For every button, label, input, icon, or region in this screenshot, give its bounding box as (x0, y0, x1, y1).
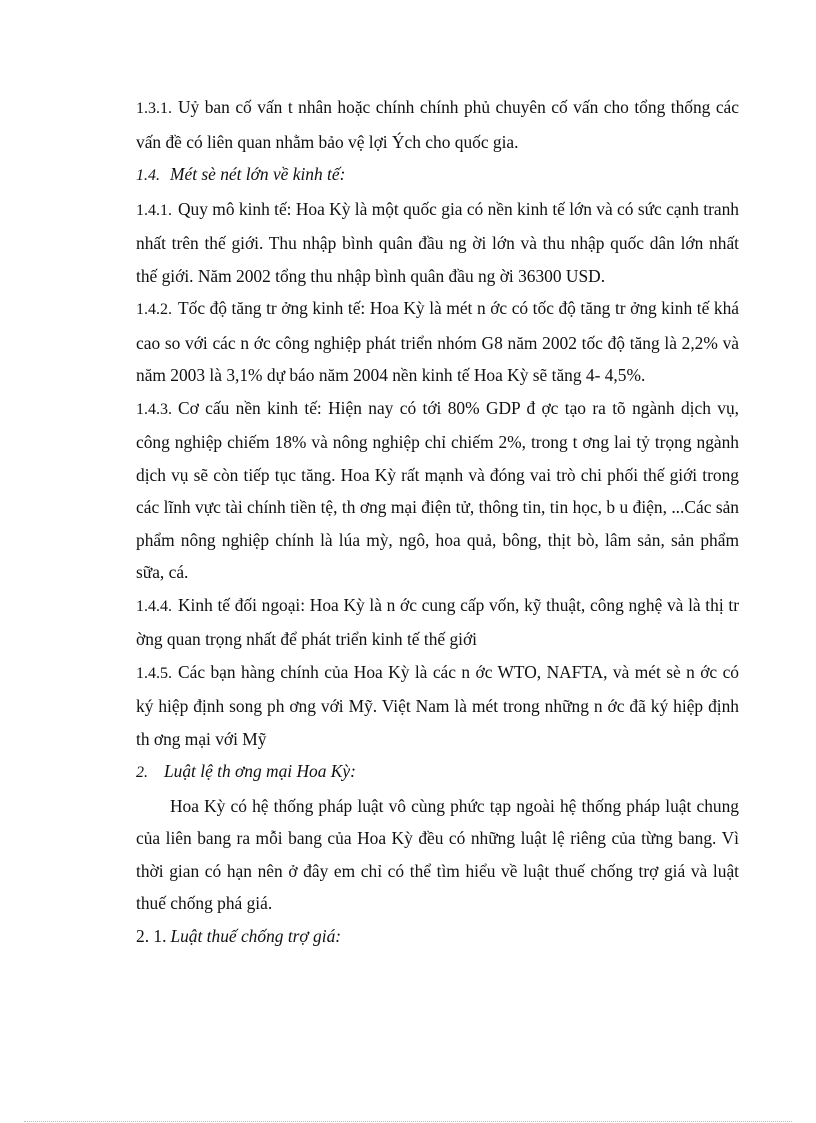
section-number: 1.4. (136, 167, 160, 184)
section-number: 1.4.2. (136, 301, 172, 318)
paragraph-text: Uỷ ban cố vấn t nhân hoặc chính chính phủ chuyên cố vấn cho tổng thống các vấn đề có liên quan nhằm bảo vệ lợi Ých cho quốc gia. (136, 97, 739, 152)
section-1-4-2 (136, 292, 739, 392)
section-number: 1.4.1. (136, 201, 172, 219)
section-number: 1.4.3. (136, 400, 172, 418)
section-number: 1.4.4. (136, 597, 172, 615)
paragraph-text: Kinh tế đối ngoại: Hoa Kỳ là n ớc cung cấp vốn, kỹ thuật, công nghệ và là thị tr ờng quan trọng nhất để phát triển kinh tế thế giới (136, 594, 739, 649)
heading-text: Mét sè nét lớn về kinh tế: (170, 164, 346, 184)
section-1-4-1 (136, 193, 739, 293)
heading-2-1 (136, 920, 739, 953)
heading-1-4 (136, 158, 739, 193)
paragraph-text: Cơ cấu nền kinh tế: Hiện nay có tới 80% GDP đ ợc tạo ra tõ ngành dịch vụ, công nghiệp chiếm 18% và nông nghiệp chỉ chiếm 2%, trong t ơng lai tỷ trọng ngành dịch vụ sẽ còn tiếp tục tăng. Hoa Kỳ rất mạnh và đóng vai trò chi phối thế giới trong các lĩnh vực tài chính tiền tệ, th ơng mại điện tử, thông tin, tin học, b u điện, ...Các sản phẩm nông nghiệp chính là lúa mỳ, ngô, hoa quả, bông, thịt bò, lâm sản, sản phẩm sữa, cá. (136, 397, 739, 582)
paragraph-text: Quy mô kinh tế: Hoa Kỳ là một quốc gia có nền kinh tế lớn và có sức cạnh tranh nhất trên thế giới. Thu nhập bình quân đầu ng ời lớn và thu nhập quốc dân lớn nhất thế giới. Năm 2002 tổng thu nhập bình quân đầu ng ời 36300 USD. (136, 198, 739, 286)
page-bottom-divider (24, 1121, 792, 1122)
paragraph-text: Hoa Kỳ có hệ thống pháp luật vô cùng phức tạp ngoài hệ thống pháp luật chung của liên bang ra mỗi bang của Hoa Kỳ đều có những luật lệ riêng của từng bang. Vì thời gian có hạn nên ở đây em chỉ có thể tìm hiểu về luật thuế chống trợ giá và luật thuế chống phá giá. (136, 795, 739, 913)
section-1-3-1 (136, 91, 739, 158)
section-number: 1.3.1. (136, 100, 172, 117)
section-1-4-3 (136, 392, 739, 589)
section-number: 2. (136, 764, 148, 781)
paragraph-intro (136, 790, 739, 920)
section-number: 1.4.5. (136, 664, 172, 682)
heading-text: Luật thuế chống trợ giá: (170, 925, 342, 946)
heading-text: Luật lệ th ơng mại Hoa Kỳ: (164, 761, 356, 781)
section-1-4-5 (136, 656, 739, 756)
heading-2 (136, 755, 739, 790)
paragraph-text: Các bạn hàng chính của Hoa Kỳ là các n ớc WTO, NAFTA, và mét sè n ớc có ký hiệp định song ph ơng với Mỹ. Việt Nam là mét trong những n ớc đã ký hiệp định th ơng mại với Mỹ (136, 661, 739, 749)
section-1-4-4 (136, 589, 739, 656)
document-body (136, 91, 739, 952)
paragraph-text: Tốc độ tăng tr ởng kinh tế: Hoa Kỳ là mét n ớc có tốc độ tăng tr ởng kinh tế khá cao so với các n ớc công nghiệp phát triển nhóm G8 năm 2002 tốc độ tăng là 2,2% và năm 2003 là 3,1% dự báo năm 2004 nền kinh tế Hoa Kỳ sẽ tăng 4- 4,5%. (136, 298, 739, 385)
section-number: 2. 1. (136, 925, 167, 946)
